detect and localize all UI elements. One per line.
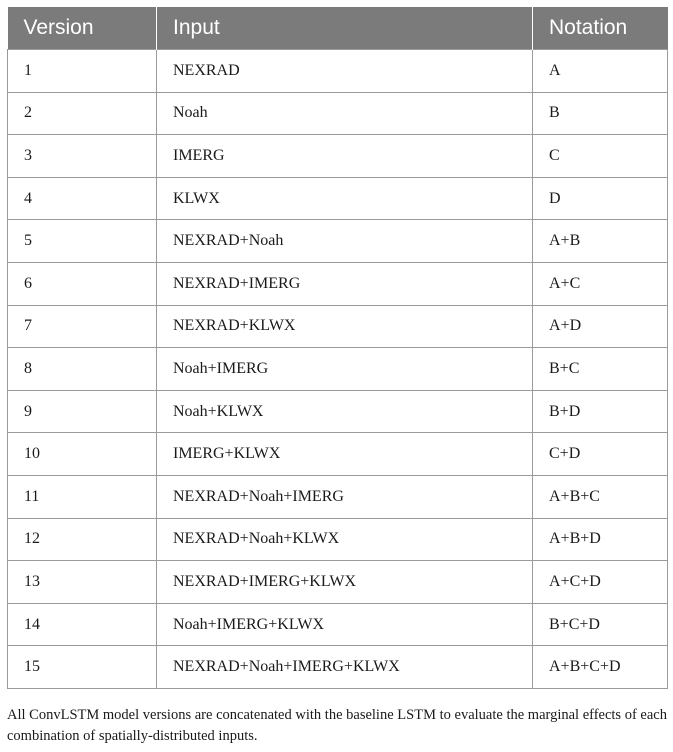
notation-cell: A+B+C xyxy=(533,475,668,518)
table-row xyxy=(8,433,668,476)
version-cell: 1 xyxy=(8,50,157,93)
notation-cell: D xyxy=(533,177,668,220)
version-cell: 4 xyxy=(8,177,157,220)
version-cell: 11 xyxy=(8,475,157,518)
input-cell: KLWX xyxy=(157,177,533,220)
table-row xyxy=(8,177,668,220)
table-row xyxy=(8,135,668,178)
input-cell: NEXRAD+Noah+KLWX xyxy=(157,518,533,561)
input-cell: Noah+IMERG+KLWX xyxy=(157,603,533,646)
notation-cell: A+C+D xyxy=(533,561,668,604)
notation-cell: C+D xyxy=(533,433,668,476)
input-cell: IMERG xyxy=(157,135,533,178)
version-cell: 12 xyxy=(8,518,157,561)
notation-cell: A+D xyxy=(533,305,668,348)
notation-cell: A+B+D xyxy=(533,518,668,561)
table-row xyxy=(8,518,668,561)
input-cell: Noah+KLWX xyxy=(157,390,533,433)
header-row xyxy=(8,7,668,50)
table-row xyxy=(8,305,668,348)
version-cell: 3 xyxy=(8,135,157,178)
version-cell: 15 xyxy=(8,646,157,689)
header-notation: Notation xyxy=(533,7,668,50)
notation-cell: A+B+C+D xyxy=(533,646,668,689)
table-row xyxy=(8,561,668,604)
version-cell: 14 xyxy=(8,603,157,646)
version-cell: 10 xyxy=(8,433,157,476)
header-input: Input xyxy=(157,7,533,50)
table-row xyxy=(8,262,668,305)
input-cell: NEXRAD+KLWX xyxy=(157,305,533,348)
table-caption: All ConvLSTM model versions are concatenated with the baseline LSTM to evaluate the marginal effects of each combination of spatially-distributed inputs. xyxy=(7,707,667,744)
input-cell: NEXRAD+IMERG xyxy=(157,262,533,305)
table-row xyxy=(8,390,668,433)
notation-cell: A+B xyxy=(533,220,668,263)
version-cell: 8 xyxy=(8,348,157,391)
version-cell: 2 xyxy=(8,92,157,135)
input-cell: Noah xyxy=(157,92,533,135)
version-cell: 6 xyxy=(8,262,157,305)
table-header xyxy=(8,7,668,50)
input-cell: NEXRAD xyxy=(157,50,533,93)
table-body xyxy=(8,50,668,689)
notation-cell: B xyxy=(533,92,668,135)
notation-cell: B+C xyxy=(533,348,668,391)
table-row xyxy=(8,603,668,646)
version-cell: 9 xyxy=(8,390,157,433)
input-cell: Noah+IMERG xyxy=(157,348,533,391)
input-cell: NEXRAD+IMERG+KLWX xyxy=(157,561,533,604)
table-row xyxy=(8,220,668,263)
versions-table xyxy=(7,7,668,689)
input-cell: NEXRAD+Noah+IMERG xyxy=(157,475,533,518)
input-cell: NEXRAD+Noah xyxy=(157,220,533,263)
table-row xyxy=(8,92,668,135)
notation-cell: C xyxy=(533,135,668,178)
notation-cell: A xyxy=(533,50,668,93)
header-version: Version xyxy=(8,7,157,50)
notation-cell: B+C+D xyxy=(533,603,668,646)
table-row xyxy=(8,50,668,93)
version-cell: 5 xyxy=(8,220,157,263)
table-row xyxy=(8,646,668,689)
version-cell: 7 xyxy=(8,305,157,348)
notation-cell: A+C xyxy=(533,262,668,305)
table-row xyxy=(8,475,668,518)
version-cell: 13 xyxy=(8,561,157,604)
notation-cell: B+D xyxy=(533,390,668,433)
input-cell: NEXRAD+Noah+IMERG+KLWX xyxy=(157,646,533,689)
input-cell: IMERG+KLWX xyxy=(157,433,533,476)
table-row xyxy=(8,348,668,391)
